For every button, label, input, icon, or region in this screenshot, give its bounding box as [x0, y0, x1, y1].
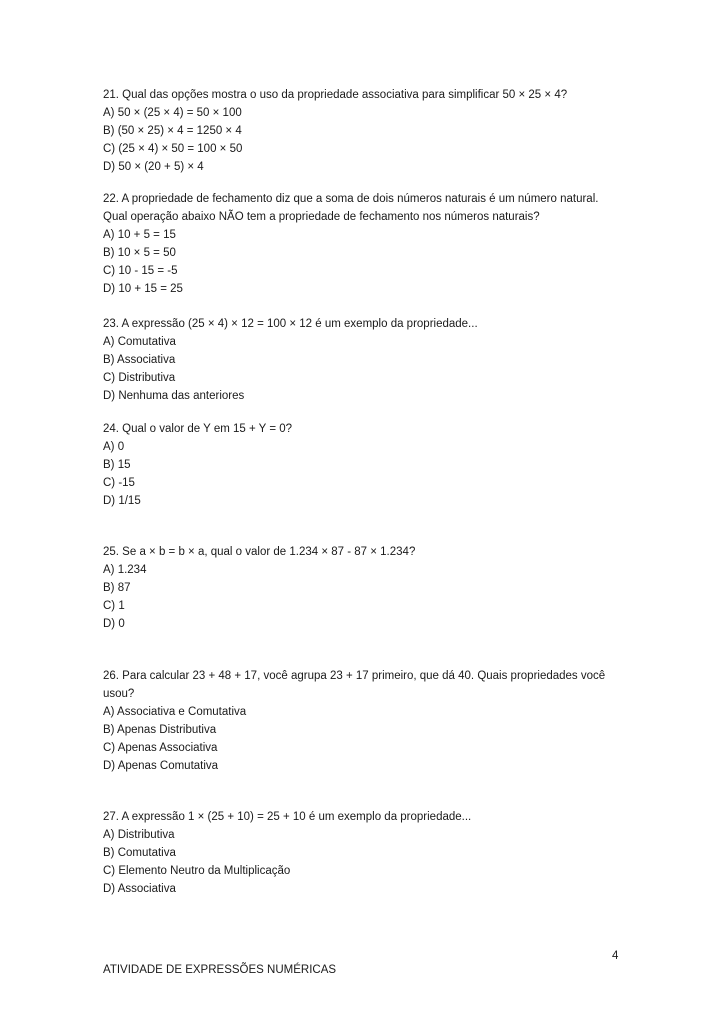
- option-b: B) 87: [103, 582, 131, 594]
- option-c: C) Elemento Neutro da Multiplicação: [103, 865, 291, 877]
- question-stem: 27. A expressão 1 × (25 + 10) = 25 + 10 é um exemplo da propriedade...: [103, 811, 472, 823]
- option-c: C) 10 - 15 = -5: [103, 265, 178, 277]
- option-d: D) 1/15: [103, 495, 141, 507]
- question-25: [103, 543, 623, 633]
- question-22: [103, 190, 623, 298]
- option-d: D) 10 + 15 = 25: [103, 283, 183, 295]
- question-26: [103, 667, 623, 775]
- option-b: B) Comutativa: [103, 847, 176, 859]
- option-d: D) Nenhuma das anteriores: [103, 390, 245, 402]
- option-a: A) 0: [103, 441, 125, 453]
- option-b: B) 15: [103, 459, 131, 471]
- question-stem: 21. Qual das opções mostra o uso da propriedade associativa para simplificar 50 × 25 × 4?: [103, 89, 568, 101]
- option-b: B) (50 × 25) × 4 = 1250 × 4: [103, 125, 242, 137]
- question-24: [103, 420, 623, 510]
- option-a: A) Distributiva: [103, 829, 175, 841]
- option-a: A) 1.234: [103, 564, 147, 576]
- question-21: [103, 86, 623, 176]
- option-a: A) Comutativa: [103, 336, 176, 348]
- page-number: 4: [612, 950, 619, 962]
- option-b: B) Apenas Distributiva: [103, 724, 217, 736]
- question-23: [103, 315, 623, 405]
- option-d: D) 0: [103, 618, 125, 630]
- option-b: B) 10 × 5 = 50: [103, 247, 176, 259]
- question-stem: 25. Se a × b = b × a, qual o valor de 1.234 × 87 - 87 × 1.234?: [103, 546, 416, 558]
- question-stem: 23. A expressão (25 × 4) × 12 = 100 × 12 é um exemplo da propriedade...: [103, 318, 478, 330]
- option-c: C) Distributiva: [103, 372, 176, 384]
- option-d: D) 50 × (20 + 5) × 4: [103, 161, 204, 173]
- question-stem: 24. Qual o valor de Y em 15 + Y = 0?: [103, 423, 293, 435]
- question-stem: 26. Para calcular 23 + 48 + 17, você agrupa 23 + 17 primeiro, que dá 40. Quais propriedades você usou?: [103, 670, 606, 700]
- option-a: A) 50 × (25 × 4) = 50 × 100: [103, 107, 242, 119]
- option-d: D) Associativa: [103, 883, 176, 895]
- page-footer: ATIVIDADE DE EXPRESSÕES NUMÉRICAS: [103, 964, 337, 976]
- option-a: A) 10 + 5 = 15: [103, 229, 176, 241]
- option-b: B) Associativa: [103, 354, 176, 366]
- option-d: D) Apenas Comutativa: [103, 760, 219, 772]
- option-c: C) Apenas Associativa: [103, 742, 218, 754]
- question-stem: 22. A propriedade de fechamento diz que a soma de dois números naturais é um número natural. Qual operação abaixo NÃO tem a propriedade de fechamento nos números naturais?: [103, 193, 599, 223]
- option-c: C) (25 × 4) × 50 = 100 × 50: [103, 143, 243, 155]
- question-27: [103, 808, 623, 898]
- option-c: C) -15: [103, 477, 135, 489]
- option-a: A) Associativa e Comutativa: [103, 706, 247, 718]
- option-c: C) 1: [103, 600, 125, 612]
